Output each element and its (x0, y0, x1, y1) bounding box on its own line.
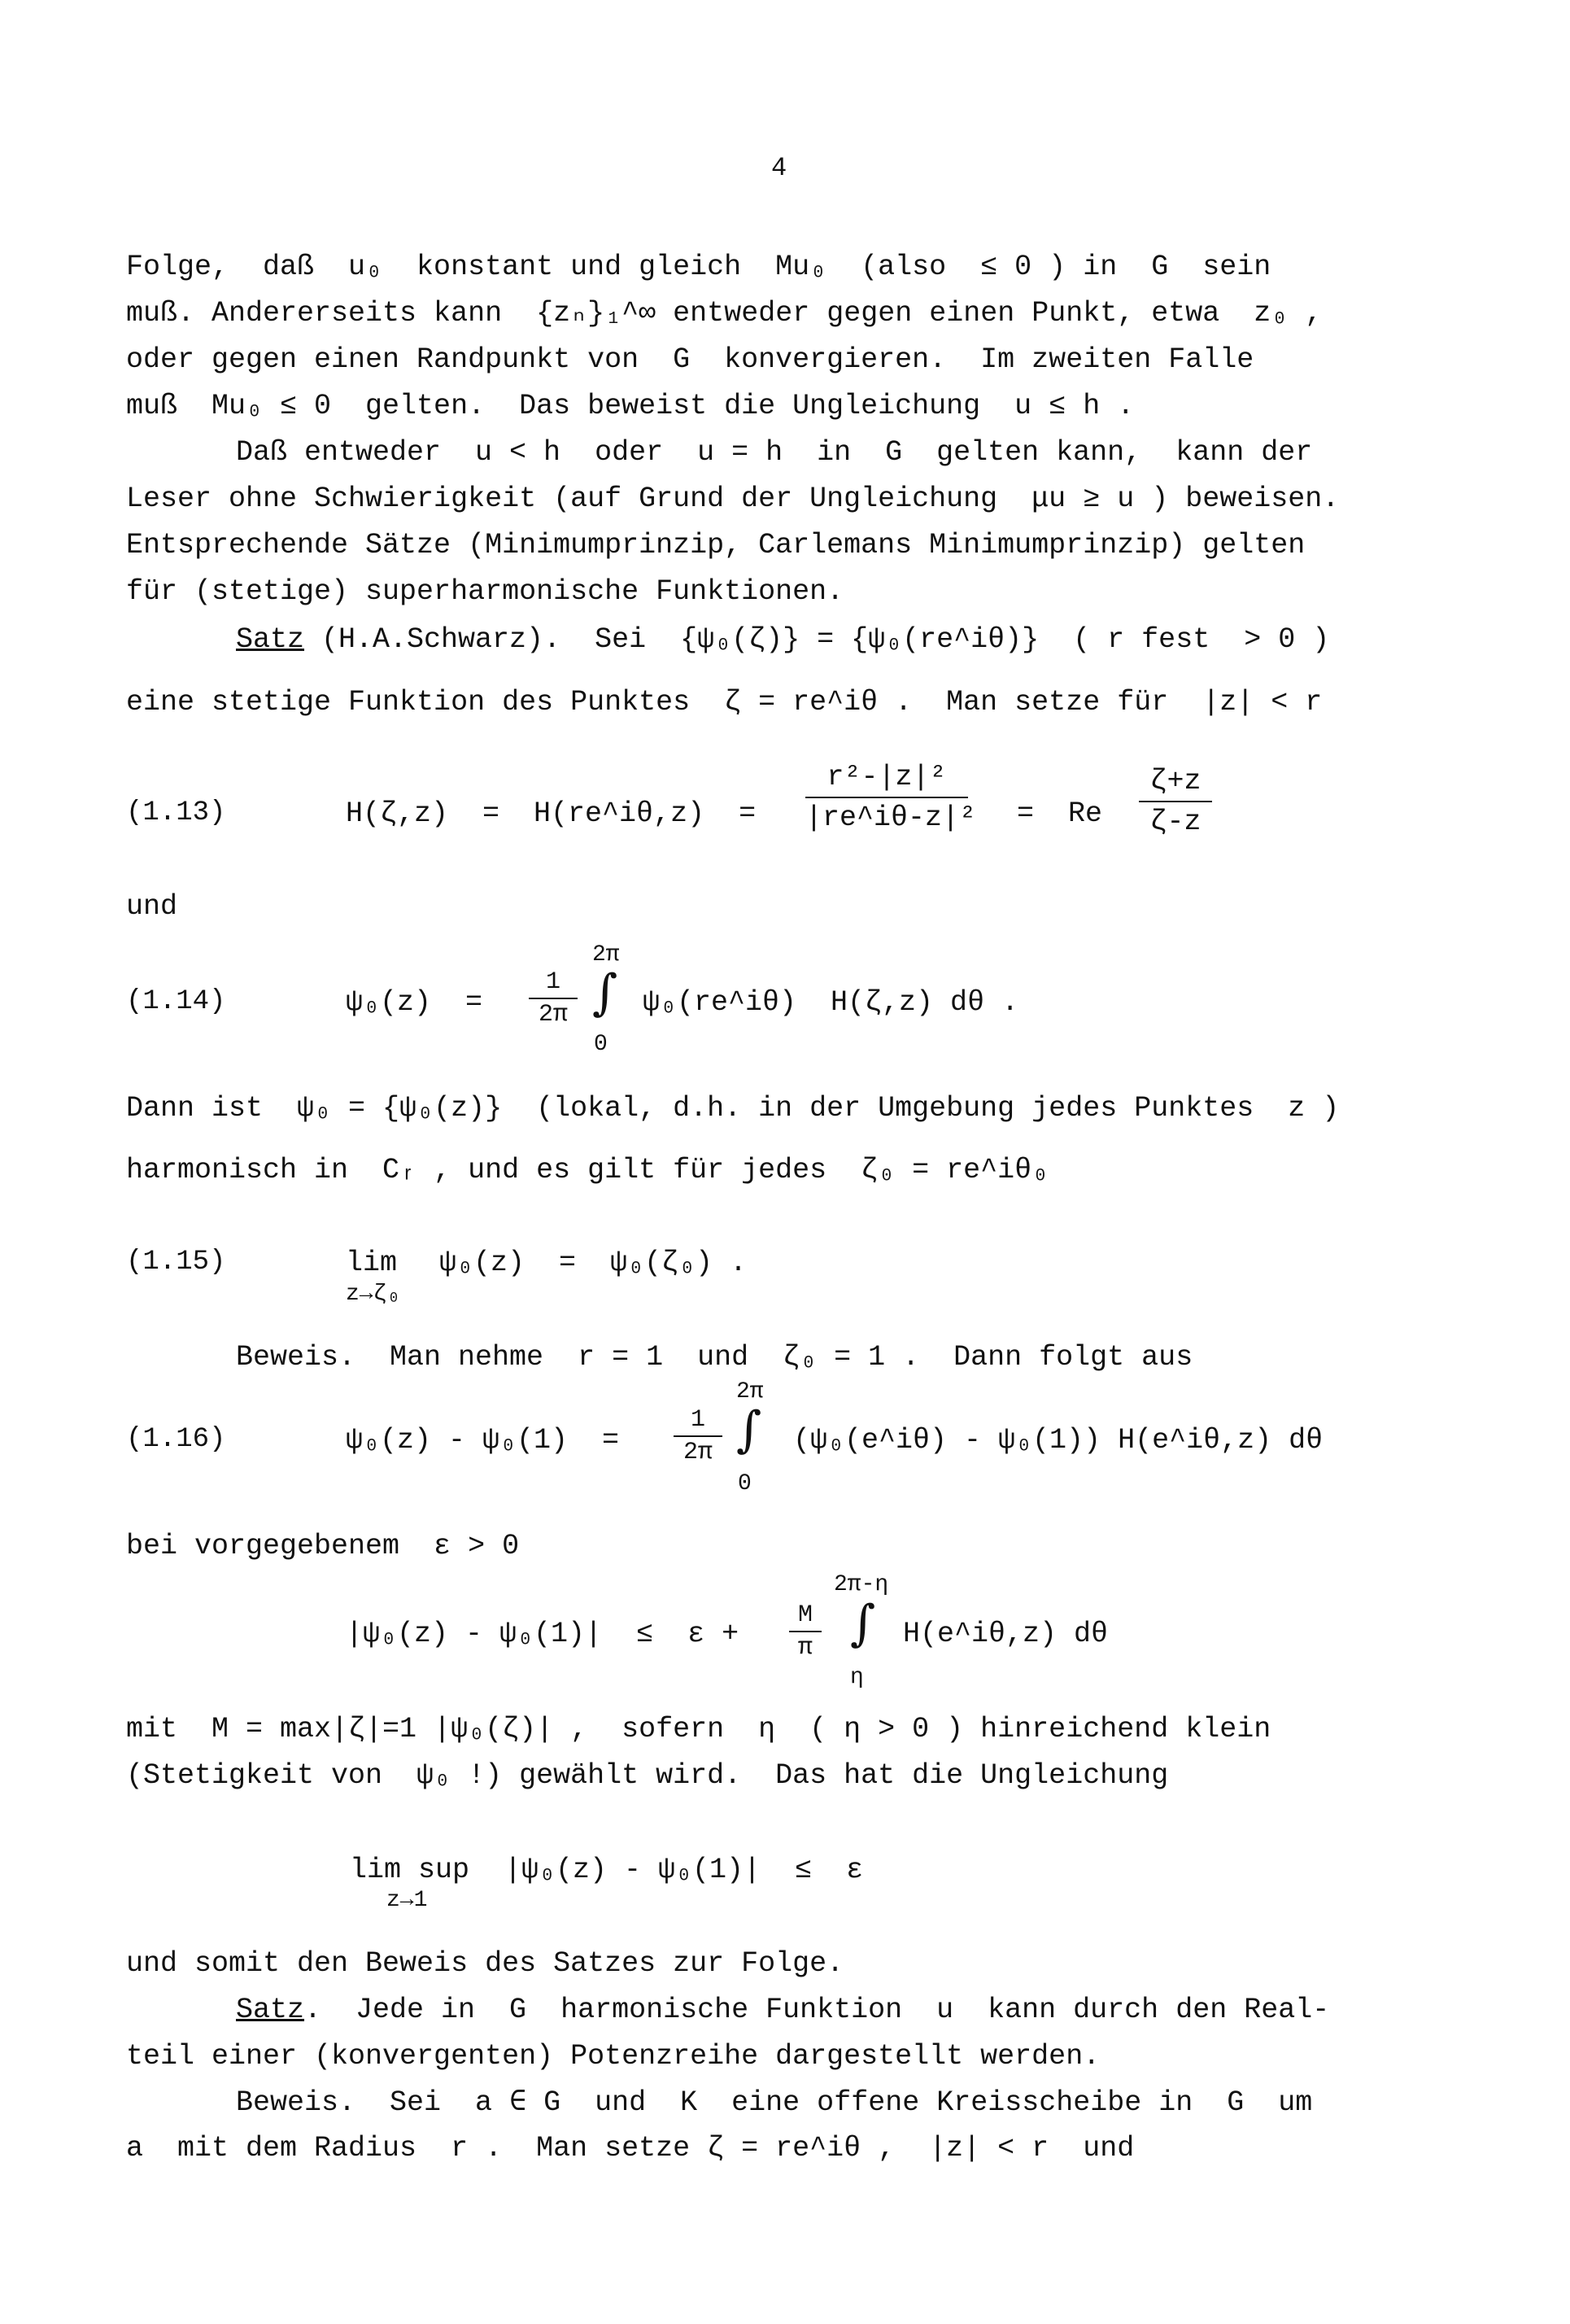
denominator: ζ-z (1149, 806, 1201, 838)
text-line: (Stetigkeit von ψ₀ !) gewählt wird. Das hat die Ungleichung (126, 1759, 1169, 1792)
numerator: r²-|z|² (826, 761, 947, 793)
limit-operator: lim sup (350, 1854, 470, 1886)
text-line: Entsprechende Sätze (Minimumprinzip, Carlemans Minimumprinzip) gelten (126, 529, 1306, 561)
text-line: muß Mu₀ ≤ 0 gelten. Das beweist die Ungleichung u ≤ h . (126, 390, 1135, 422)
theorem-text: (H.A.Schwarz). Sei {ψ₀(ζ)} = {ψ₀(re^iθ)} ( r fest > 0 ) (304, 623, 1330, 656)
equation-body: ψ₀(re^iθ) H(ζ,z) dθ . (643, 986, 1019, 1019)
integral-sign: ∫ (850, 1595, 876, 1652)
text-line: Folge, daß u₀ konstant und gleich Mu₀ (also ≤ 0 ) in G sein (126, 251, 1271, 283)
equation-label: (1.13) (126, 797, 226, 828)
text-line: mit M = max|ζ|=1 |ψ₀(ζ)| , sofern η ( η > 0 ) hinreichend klein (126, 1713, 1271, 1745)
equation-body: |ψ₀(z) - ψ₀(1)| ≤ ε (504, 1854, 864, 1886)
integral-sign: ∫ (736, 1401, 762, 1458)
text-line: a mit dem Radius r . Man setze ζ = re^iθ , |z| < r und (126, 2132, 1135, 2165)
integral-sign: ∫ (592, 964, 618, 1021)
theorem-line (236, 1994, 1329, 2026)
equation-label: (1.16) (126, 1424, 226, 1455)
numerator: ζ+z (1149, 765, 1201, 797)
lower-limit: η (850, 1665, 864, 1690)
text-line: Dann ist ψ₀ = {ψ₀(z)} (lokal, d.h. in der Umgebung jedes Punktes z ) (126, 1092, 1340, 1125)
equation-body: H(e^iθ,z) dθ (903, 1618, 1109, 1650)
text-line: muß. Andererseits kann {zₙ}₁^∞ entweder gegen einen Punkt, etwa z₀ , (126, 297, 1323, 330)
denominator: |re^iθ-z|² (805, 802, 977, 834)
text-line: und somit den Beweis des Satzes zur Folge. (126, 1947, 844, 1980)
fraction: M π (789, 1601, 822, 1662)
text-line: teil einer (konvergenten) Potenzreihe dargestellt werden. (126, 2040, 1101, 2073)
text-line: und (126, 890, 178, 923)
text-line: eine stetige Funktion des Punktes ζ = re^iθ . Man setze für |z| < r (126, 686, 1323, 719)
fraction: 1 2π (529, 968, 578, 1029)
text-line: Beweis. Sei a ∈ G und K eine offene Kreisscheibe in G um (236, 2086, 1313, 2119)
page-number: 4 (771, 153, 787, 183)
limit-subscript: z→1 (386, 1888, 428, 1913)
fraction: 1 2π (674, 1406, 722, 1466)
equation-label: (1.14) (126, 986, 226, 1017)
limit-subscript: z→ζ₀ (346, 1282, 401, 1307)
fraction (805, 761, 977, 834)
upper-limit: 2π-η (834, 1572, 889, 1597)
equation-mid: = Re (1017, 797, 1103, 830)
text-line: Daß entweder u < h oder u = h in G gelten kann, kann der (236, 436, 1313, 469)
equation-body: (ψ₀(e^iθ) - ψ₀(1)) H(e^iθ,z) dθ (793, 1424, 1324, 1457)
lower-limit: 0 (738, 1471, 752, 1496)
text-line: für (stetige) superharmonische Funktionen. (126, 575, 844, 608)
text-line: bei vorgegebenem ε > 0 (126, 1530, 520, 1562)
text-line: Leser ohne Schwierigkeit (auf Grund der Ungleichung μu ≥ u ) beweisen. (126, 483, 1340, 515)
theorem-text: . Jede in G harmonische Funktion u kann durch den Real- (304, 1994, 1330, 2026)
theorem-line (236, 623, 1329, 656)
equation-lhs: |ψ₀(z) - ψ₀(1)| ≤ ε + (346, 1618, 739, 1650)
upper-limit: 2π (592, 942, 620, 968)
fraction (1139, 765, 1212, 838)
satz-label: Satz (236, 1994, 305, 2026)
equation-label: (1.15) (126, 1247, 226, 1278)
text-line: harmonisch in Cᵣ , und es gilt für jedes ζ₀ = re^iθ₀ (126, 1154, 1049, 1186)
text-line: Beweis. Man nehme r = 1 und ζ₀ = 1 . Dann folgt aus (236, 1341, 1193, 1374)
upper-limit: 2π (736, 1379, 764, 1404)
satz-label: Satz (236, 623, 305, 656)
equation-lhs: ψ₀(z) = (346, 986, 483, 1019)
text-line: oder gegen einen Randpunkt von G konvergieren. Im zweiten Falle (126, 343, 1254, 376)
equation-body: ψ₀(z) = ψ₀(ζ₀) . (439, 1247, 748, 1279)
lower-limit: 0 (594, 1032, 608, 1057)
equation-lhs: H(ζ,z) = H(re^iθ,z) = (346, 797, 757, 830)
limit-operator: lim (346, 1247, 398, 1279)
equation-lhs: ψ₀(z) - ψ₀(1) = (346, 1424, 620, 1457)
